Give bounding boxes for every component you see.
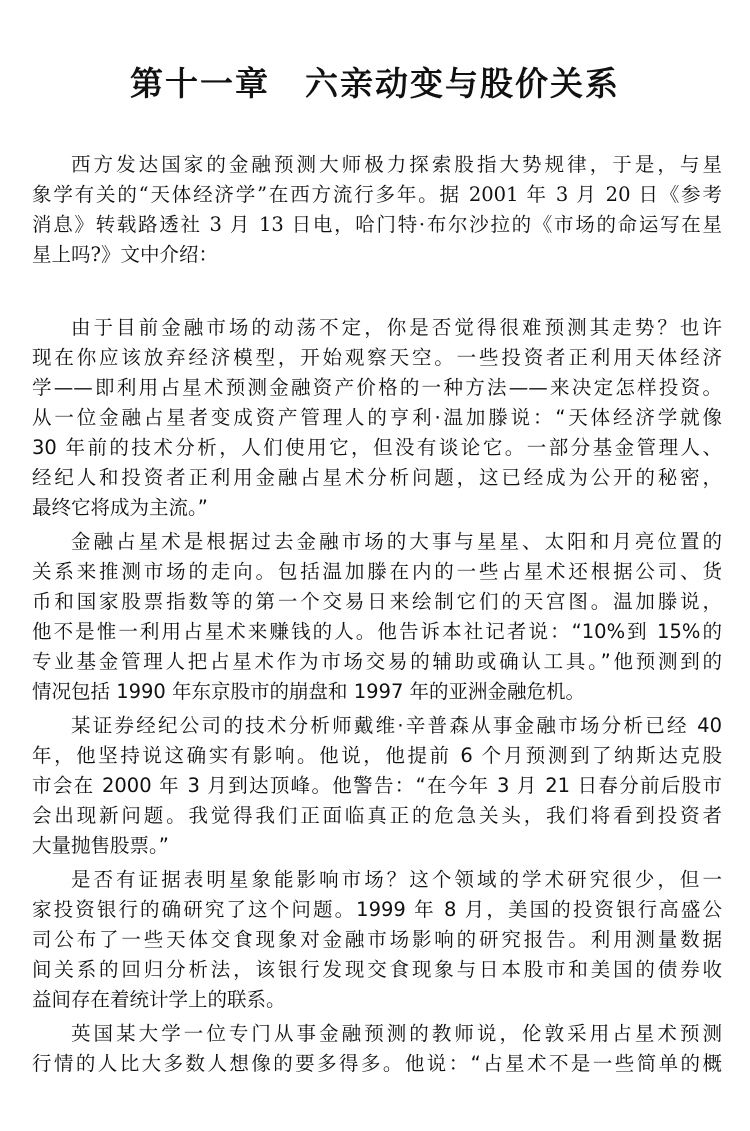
text-line: 某证券经纪公司的技术分析师戴维·辛普森从事金融市场分析已经 40: [71, 714, 722, 737]
text-line: 益间存在着统计学上的联系。: [32, 988, 286, 1011]
quoted-paragraph: [32, 711, 722, 861]
text-line: 金融占星术是根据过去金融市场的大事与星星、太阳和月亮位置的: [71, 530, 722, 553]
text-line: 星上吗?》文中介绍：: [32, 243, 218, 266]
text-line: 市会在 2000 年 3 月到达顶峰。他警告：“在今年 3 月 21 日春分前后股市: [32, 774, 722, 797]
text-line: 大量抛售股票。”: [32, 834, 169, 857]
text-line: 30 年前的技术分析，人们使用它，但没有谈论它。一部分基金管理人、: [32, 436, 722, 459]
text-line: 西方发达国家的金融预测大师极力探索股指大势规律，于是，与星: [71, 153, 722, 176]
text-line: 英国某大学一位专门从事金融预测的教师说，伦敦采用占星术预测: [71, 1022, 722, 1045]
text-line: 币和国家股票指数等的第一个交易日来绘制它们的天宫图。温加滕说，: [32, 590, 722, 613]
text-line: 行情的人比大多数人想像的要多得多。他说：“占星术不是一些简单的概: [32, 1052, 722, 1075]
text-line: 现在你应该放弃经济模型，开始观察天空。一些投资者正利用天体经济: [32, 346, 722, 369]
text-line: 最终它将成为主流。”: [32, 496, 208, 519]
text-line: 关系来推测市场的走向。包括温加滕在内的一些占星术还根据公司、货: [32, 560, 722, 583]
text-line: 他不是惟一利用占星术来赚钱的人。他告诉本社记者说：“10%到 15%的: [32, 620, 722, 643]
text-line: 消息》转载路透社 3 月 13 日电，哈门特·布尔沙拉的《市场的命运写在星: [32, 213, 722, 236]
text-line: 经纪人和投资者正利用金融占星术分析问题，这已经成为公开的秘密，: [32, 466, 722, 489]
quoted-article: [32, 313, 722, 1083]
text-line: 学——即利用占星术预测金融资产价格的一种方法——来决定怎样投资。: [32, 376, 722, 399]
text-line: 家投资银行的确研究了这个问题。1999 年 8 月，美国的投资银行高盛公: [32, 898, 722, 921]
intro-paragraph: [32, 150, 722, 270]
quoted-paragraph: [32, 1019, 722, 1079]
quoted-paragraph: [32, 527, 722, 707]
text-line: 间关系的回归分析法，该银行发现交食现象与日本股市和美国的债券收: [32, 958, 722, 981]
text-line: 专业基金管理人把占星术作为市场交易的辅助或确认工具。”他预测到的: [32, 650, 722, 673]
text-line: 由于目前金融市场的动荡不定，你是否觉得很难预测其走势？也许: [71, 316, 722, 339]
text-line: 是否有证据表明星象能影响市场？这个领域的学术研究很少，但一: [71, 868, 722, 891]
text-line: 情况包括 1990 年东京股市的崩盘和 1997 年的亚洲金融危机。: [32, 680, 586, 703]
chapter-title: 第十一章 六亲动变与股价关系: [130, 64, 620, 103]
text-line: 从一位金融占星者变成资产管理人的亨利·温加滕说：“天体经济学就像: [32, 406, 722, 429]
text-line: 象学有关的“天体经济学”在西方流行多年。据 2001 年 3 月 20 日《参考: [32, 183, 722, 206]
quoted-paragraph: [32, 313, 722, 523]
text-line: 司公布了一些天体交食现象对金融市场影响的研究报告。利用测量数据: [32, 928, 722, 951]
text-line: 会出现新问题。我觉得我们正面临真正的危急关头，我们将看到投资者: [32, 804, 722, 827]
quoted-paragraph: [32, 865, 722, 1015]
text-line: 年，他坚持说这确实有影响。他说，他提前 6 个月预测到了纳斯达克股: [32, 744, 722, 767]
